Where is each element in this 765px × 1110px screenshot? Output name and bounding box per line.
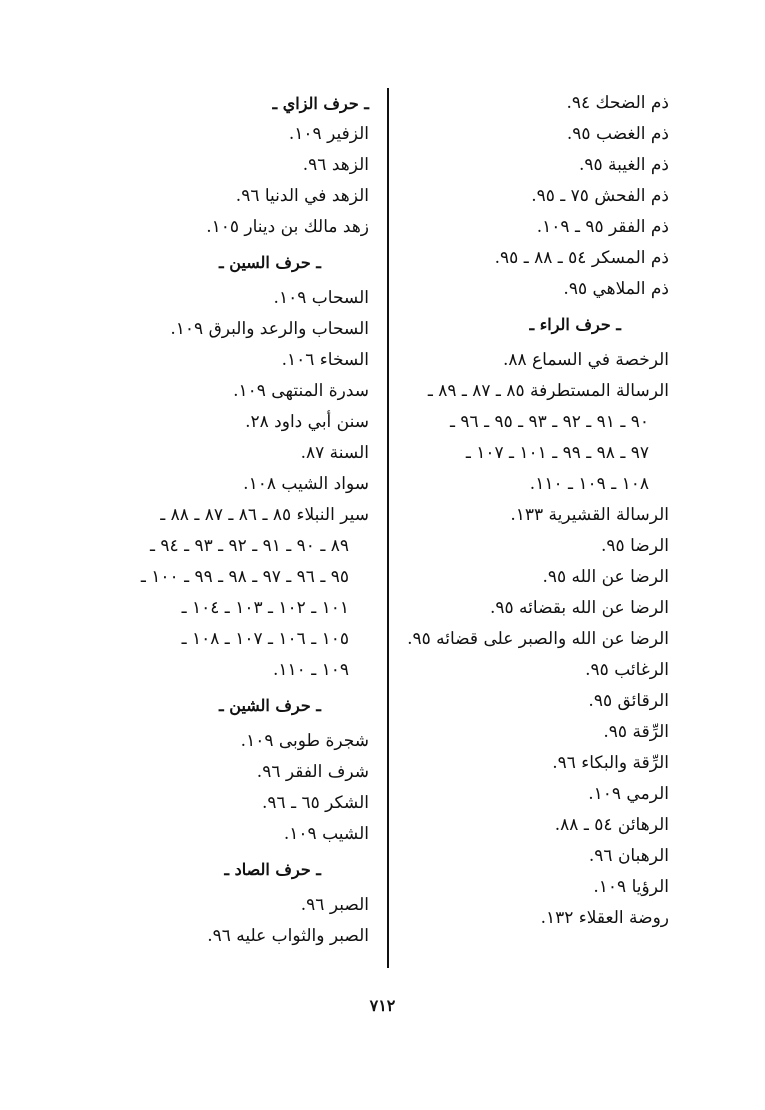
column-divider: [387, 88, 389, 968]
index-entry: ذم الغيبة ٩٥.: [578, 155, 669, 175]
index-entry: سنن أبي داود ٢٨.: [245, 412, 369, 432]
index-entry: ذم الفقر ٩٥ ـ ١٠٩.: [536, 217, 669, 237]
index-entry: الشيب ١٠٩.: [283, 824, 369, 844]
index-entry: الرؤيا ١٠٩.: [593, 877, 669, 897]
index-entry: الرمي ١٠٩.: [588, 784, 669, 804]
index-entry: روضة العقلاء ١٣٢.: [540, 908, 669, 928]
index-entry: السحاب والرعد والبرق ١٠٩.: [170, 319, 369, 339]
index-entry: زهد مالك بن دينار ١٠٥.: [206, 217, 369, 237]
index-entry: ذم الفحش ٧٥ ـ ٩٥.: [531, 186, 669, 206]
index-entry: سدرة المنتهى ١٠٩.: [233, 381, 369, 401]
index-entry: الرسالة المستطرفة ٨٥ ـ ٨٧ ـ ٨٩ ـ: [427, 381, 669, 401]
left-column: [79, 88, 369, 952]
index-entry-continuation: ١٠٥ ـ ١٠٦ ـ ١٠٧ ـ ١٠٨ ـ: [181, 629, 349, 649]
index-entry: الصبر والثواب عليه ٩٦.: [207, 926, 369, 946]
index-entry-continuation: ١٠١ ـ ١٠٢ ـ ١٠٣ ـ ١٠٤ ـ: [181, 598, 349, 618]
index-entry: الرِّقة والبكاء ٩٦.: [552, 753, 669, 773]
index-entry: ذم الغضب ٩٥.: [566, 124, 669, 144]
index-entry: الرهبان ٩٦.: [588, 846, 669, 866]
index-entry-continuation: ٨٩ ـ ٩٠ ـ ٩١ ـ ٩٢ ـ ٩٣ ـ ٩٤ ـ: [150, 536, 349, 556]
index-entry-continuation: ٩٠ ـ ٩١ ـ ٩٢ ـ ٩٣ ـ ٩٥ ـ ٩٦ ـ: [450, 412, 649, 432]
index-entry: السحاب ١٠٩.: [273, 288, 369, 308]
index-entry: الرضا عن الله والصبر على قضائه ٩٥.: [407, 629, 669, 649]
section-heading-shin: ـ حرف الشين ـ: [219, 696, 321, 715]
section-heading-sin: ـ حرف السين ـ: [219, 253, 321, 272]
index-entry: سير النبلاء ٨٥ ـ ٨٦ ـ ٨٧ ـ ٨٨ ـ: [160, 505, 369, 525]
index-entry: الرسالة القشيرية ١٣٣.: [510, 505, 669, 525]
index-entry: السخاء ١٠٦.: [281, 350, 369, 370]
index-entry-continuation: ١٠٩ ـ ١١٠.: [272, 660, 349, 680]
index-entry: الرخصة في السماع ٨٨.: [502, 350, 669, 370]
right-column: [369, 88, 669, 934]
index-entry: الرضا عن الله ٩٥.: [542, 567, 669, 587]
index-entry: الرهائن ٥٤ ـ ٨٨.: [554, 815, 669, 835]
index-entry: الشكر ٦٥ ـ ٩٦.: [262, 793, 369, 813]
index-entry: الرغائب ٩٥.: [585, 660, 669, 680]
index-entry: الزفير ١٠٩.: [288, 124, 369, 144]
index-entry: شجرة طوبى ١٠٩.: [240, 731, 369, 751]
section-heading-ra: ـ حرف الراء ـ: [529, 315, 621, 334]
index-entry: الرضا ٩٥.: [601, 536, 669, 556]
index-entry: السنة ٨٧.: [300, 443, 369, 463]
index-entry: ذم الضحك ٩٤.: [566, 93, 669, 113]
index-entry: الرِّقة ٩٥.: [603, 722, 669, 742]
index-entry: الرقائق ٩٥.: [588, 691, 669, 711]
index-entry: الرضا عن الله بقضائه ٩٥.: [489, 598, 669, 618]
index-entry: ذم الملاهي ٩٥.: [563, 279, 669, 299]
index-entry: شرف الفقر ٩٦.: [256, 762, 369, 782]
index-entry: الزهد في الدنيا ٩٦.: [235, 186, 369, 206]
index-entry-continuation: ٩٧ ـ ٩٨ ـ ٩٩ ـ ١٠١ ـ ١٠٧ ـ: [465, 443, 649, 463]
index-entry: الصبر ٩٦.: [300, 895, 369, 915]
section-heading-zay: ـ حرف الزاي ـ: [272, 94, 369, 113]
page-number: ٧١٢: [369, 996, 396, 1015]
index-entry: سواد الشيب ١٠٨.: [243, 474, 369, 494]
index-entry-continuation: ٩٥ ـ ٩٦ ـ ٩٧ ـ ٩٨ ـ ٩٩ ـ ١٠٠ ـ: [140, 567, 349, 587]
index-entry-continuation: ١٠٨ ـ ١٠٩ ـ ١١٠.: [529, 474, 649, 494]
index-entry: الزهد ٩٦.: [302, 155, 369, 175]
index-entry: ذم المسكر ٥٤ ـ ٨٨ ـ ٩٥.: [494, 248, 669, 268]
section-heading-sad: ـ حرف الصاد ـ: [224, 860, 321, 879]
